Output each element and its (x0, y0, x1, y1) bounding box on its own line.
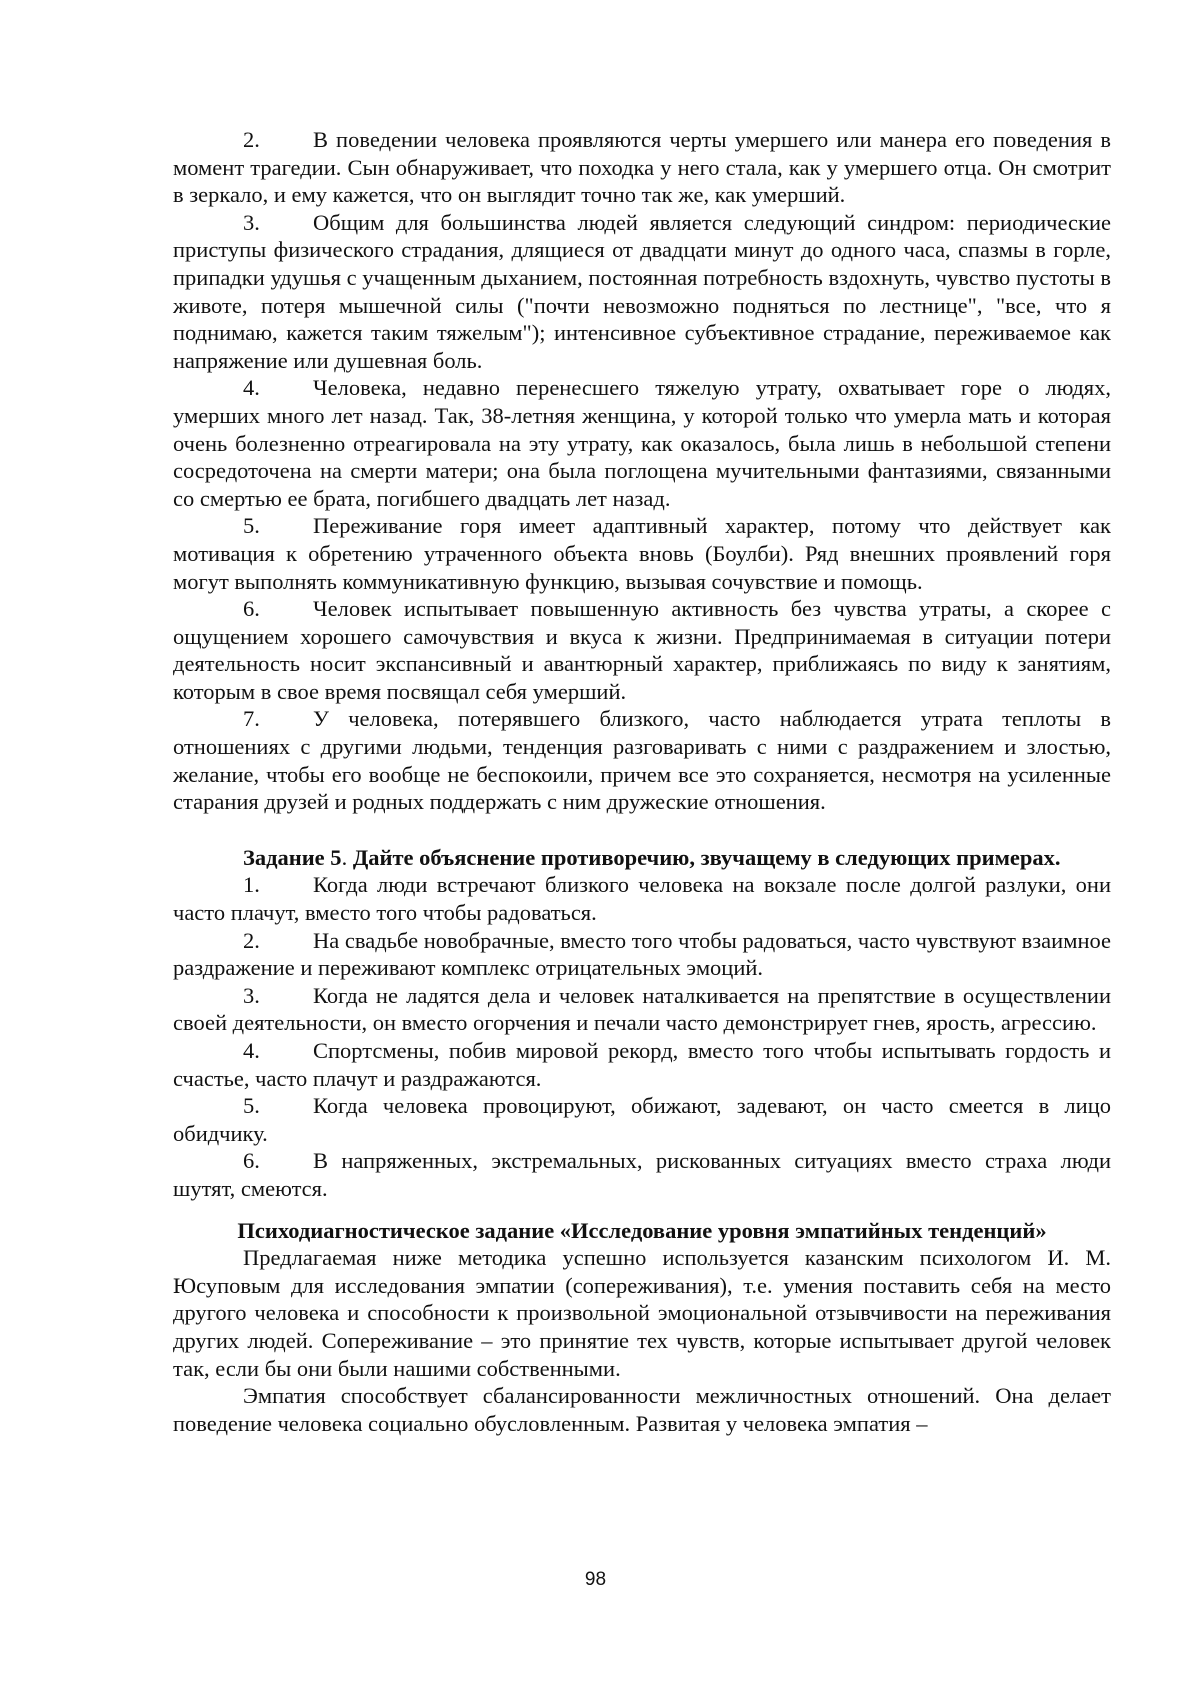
list-item (173, 982, 1111, 1037)
document-page (173, 126, 1111, 1437)
item-text: Человек испытывает повышенную активность без чувства утраты, а скорее с ощущением хорошего самочувствия и вкуса к жизни. Предпринимаемая в ситуации потери деятельность носит экспансивный и авантюрный характер, приближаясь по виду к занятиям, которым в свое время посвящал себя умерший. (173, 596, 1111, 704)
list-task5 (173, 871, 1111, 1202)
task-heading (173, 844, 1111, 872)
paragraph: Эмпатия способствует сбалансированности межличностных отношений. Она делает поведение человека социально обусловленным. Развитая у человека эмпатия – (173, 1383, 1111, 1436)
list-item (173, 1147, 1111, 1202)
item-number: 2. (243, 127, 260, 152)
list-item (173, 512, 1111, 595)
paragraph: Предлагаемая ниже методика успешно используется казанским психологом И. М. Юсуповым для исследования эмпатии (сопереживания), т.е. умения поставить себя на место другого человека и способности к произвольной эмоциональной отзывчивости на переживания других людей. Сопереживание – это принятие тех чувств, которые испытывает другой человек так, если бы они были нашими собственными. (173, 1245, 1111, 1381)
spacer (173, 1203, 1111, 1217)
list-item (173, 927, 1111, 982)
item-text: Человека, недавно перенесшего тяжелую утрату, охватывает горе о людях, умерших много лет назад. Так, 38-летняя женщина, у которой только что умерла мать и которая очень болезненно отреагировала на эту утрату, как оказалось, была лишь в небольшой степени сосредоточена на смерти матери; она была поглощена мучительными фантазиями, связанными со смертью ее брата, погибшего двадцать лет назад. (173, 375, 1111, 511)
section-title: Психодиагностическое задание «Исследование уровня эмпатийных тенденций» (237, 1217, 1047, 1243)
item-number: 5. (243, 513, 260, 539)
list-item (173, 126, 1111, 209)
list-item (173, 705, 1111, 815)
list-item (173, 209, 1111, 375)
item-number: 6. (243, 596, 260, 622)
list-item (173, 871, 1111, 926)
item-number: 4. (243, 1038, 260, 1063)
item-number: 6. (243, 1148, 260, 1174)
list-item (173, 374, 1111, 512)
item-text: В напряженных, экстремальных, рискованных ситуациях вместо страха люди шутят, смеются. (173, 1148, 1111, 1201)
item-text: Спортсмены, побив мировой рекорд, вместо того чтобы испытывать гордость и счастье, часто плачут и раздражаются. (173, 1038, 1111, 1091)
list-item (173, 1037, 1111, 1092)
item-number: 5. (243, 1093, 260, 1119)
item-text: В поведении человека проявляются черты умершего или манера его поведения в момент трагедии. Сын обнаруживает, что походка у него стала, как у умершего отца. Он смотрит в зеркало, и ему кажется, что он выглядит точно так же, как умерший. (173, 127, 1111, 208)
item-text: Когда не ладятся дела и человек наталкивается на препятствие в осуществлении своей деятельности, он вместо огорчения и печали часто демонстрирует гнев, ярость, агрессию. (173, 982, 1111, 1036)
item-number: 4. (243, 375, 260, 401)
item-text: Переживание горя имеет адаптивный характер, потому что действует как мотивация к обретению утраченного объекта вновь (Боулби). Ряд внешних проявлений горя могут выполнять коммуникативную функцию, вызывая сочувствие и помощь. (173, 513, 1111, 594)
task-dot: . (341, 844, 348, 870)
item-number: 7. (243, 706, 260, 732)
task-label: Задание 5 (243, 844, 342, 870)
list-item (173, 595, 1111, 705)
item-number: 3. (243, 982, 260, 1008)
page-number: 98 (584, 1569, 607, 1590)
item-text: Общим для большинства людей является следующий синдром: периодические приступы физического страдания, длящиеся от двадцати минут до одного часа, спазмы в горле, припадки удушья с учащенным дыханием, постоянная потребность вздохнуть, чувство пустоты в животе, потеря мышечной силы ("почти невозможно подняться по лестнице", "все, что я поднимаю, кажется таким тяжелым"); интенсивное субъективное страдание, переживаемое как напряжение или душевная боль. (173, 209, 1111, 373)
item-number: 1. (243, 872, 260, 898)
item-number: 3. (243, 209, 260, 235)
item-text: Когда люди встречают близкого человека на вокзале после долгой разлуки, они часто плачут, вместо того чтобы радоваться. (173, 872, 1111, 926)
item-number: 2. (243, 927, 260, 953)
list-top (173, 126, 1111, 816)
spacer (173, 816, 1111, 844)
item-text: Когда человека провоцируют, обижают, задевают, он часто смеется в лицо обидчику. (173, 1093, 1111, 1146)
task-title: Дайте объяснение противоречию, звучащему в следующих примерах. (347, 844, 1061, 870)
item-text: На свадьбе новобрачные, вместо того чтобы радоваться, часто чувствуют взаимное раздражение и переживают комплекс отрицательных эмоций. (173, 927, 1111, 981)
list-item (173, 1092, 1111, 1147)
item-text: У человека, потерявшего близкого, часто наблюдается утрата теплоты в отношениях с другими людьми, тенденция разговаривать с ними с раздражением и злостью, желание, чтобы его вообще не беспокоили, причем все это сохраняется, несмотря на усиленные старания друзей и родных поддержать с ним дружеские отношения. (173, 706, 1111, 815)
